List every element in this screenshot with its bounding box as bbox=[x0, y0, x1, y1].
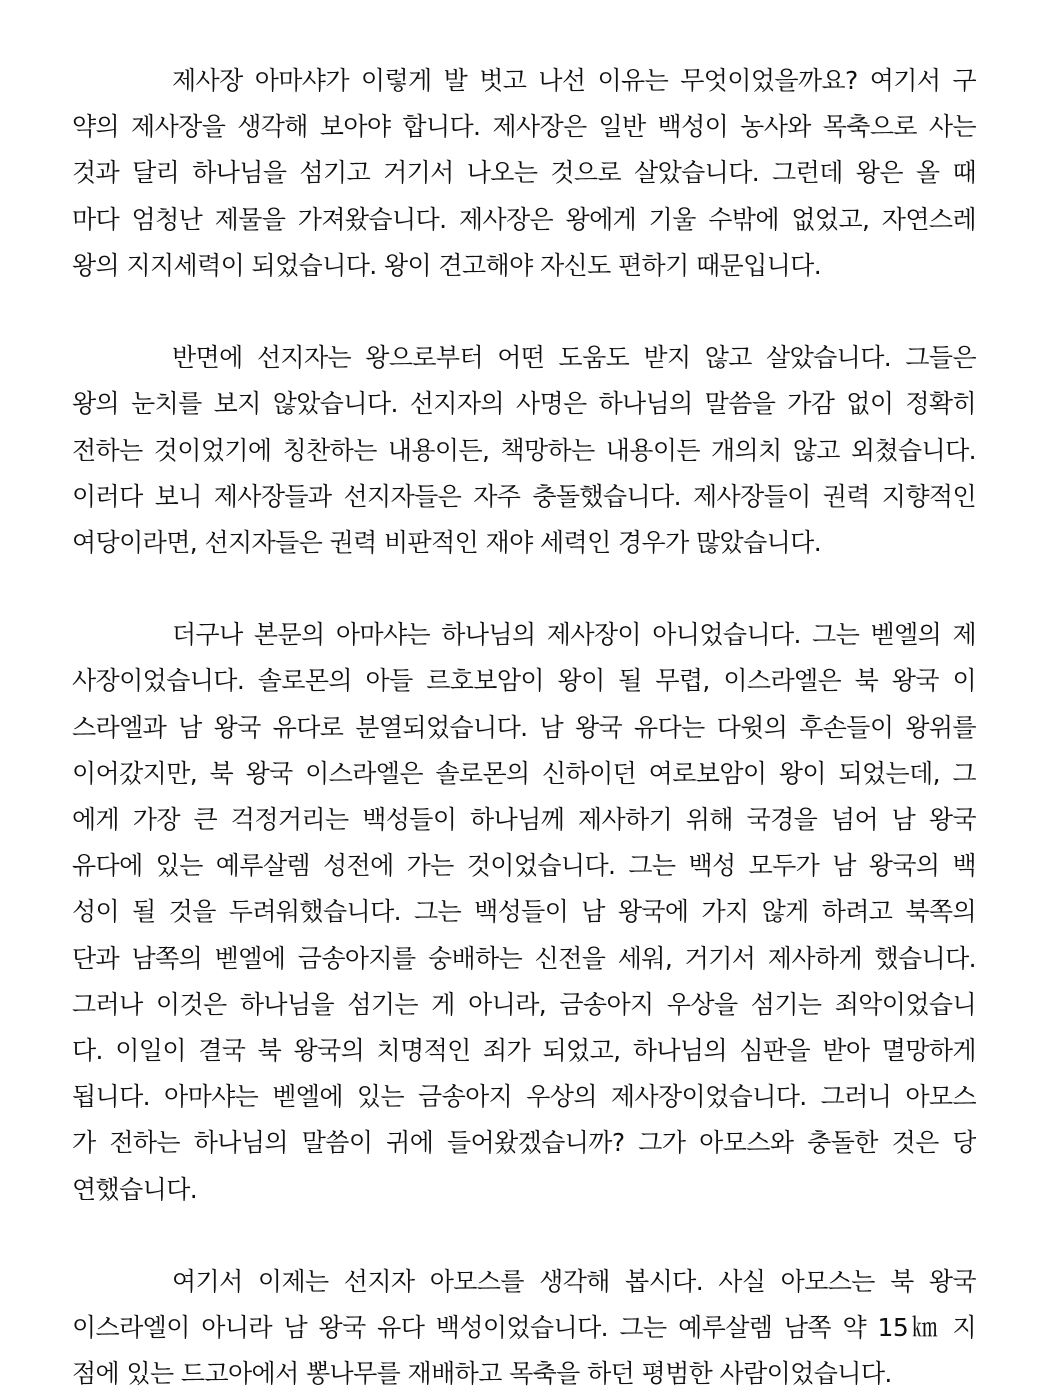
paragraph-3 bbox=[72, 612, 976, 1212]
text-line: 단과 남쪽의 벧엘에 금송아지를 숭배하는 신전을 세워, 거기서 제사하게 했습니다. bbox=[72, 943, 976, 973]
text-line: 유다에 있는 예루살렘 성전에 가는 것이었습니다. 그는 백성 모두가 남 왕국의 백 bbox=[72, 851, 976, 881]
paragraph-4 bbox=[72, 1259, 976, 1397]
text-line: 연했습니다. bbox=[72, 1174, 198, 1204]
text-line: 점에 있는 드고아에서 뽕나무를 재배하고 목축을 하던 평범한 사람이었습니다. bbox=[72, 1359, 892, 1389]
text-line: 다. 이일이 결국 북 왕국의 치명적인 죄가 되었고, 하나님의 심판을 받아 멸망하게 bbox=[72, 1035, 976, 1065]
text-line: 약의 제사장을 생각해 보아야 합니다. 제사장은 일반 백성이 농사와 목축으로 사는 bbox=[72, 112, 976, 142]
text-line: 이러다 보니 제사장들과 선지자들은 자주 충돌했습니다. 제사장들이 권력 지향적인 bbox=[72, 481, 976, 511]
document-body bbox=[72, 58, 976, 1397]
text-line: 에게 가장 큰 걱정거리는 백성들이 하나님께 제사하기 위해 국경을 넘어 남 왕국 bbox=[72, 805, 976, 834]
paragraph-1 bbox=[72, 58, 976, 289]
text-line: 왕의 지지세력이 되었습니다. 왕이 견고해야 자신도 편하기 때문입니다. bbox=[72, 250, 822, 280]
text-line: 그러나 이것은 하나님을 섬기는 게 아니라, 금송아지 우상을 섬기는 죄악이었습니 bbox=[72, 989, 976, 1019]
text-line: 마다 엄청난 제물을 가져왔습니다. 제사장은 왕에게 기울 수밖에 없었고, 자연스레 bbox=[72, 204, 976, 234]
text-line: 스라엘과 남 왕국 유다로 분열되었습니다. 남 왕국 유다는 다윗의 후손들이 왕위를 bbox=[72, 712, 976, 742]
text-line: 됩니다. 아마샤는 벧엘에 있는 금송아지 우상의 제사장이었습니다. 그러니 아모스 bbox=[72, 1082, 976, 1112]
text-line: 더구나 본문의 아마샤는 하나님의 제사장이 아니었습니다. 그는 벧엘의 제 bbox=[172, 620, 976, 650]
text-line: 여당이라면, 선지자들은 권력 비판적인 재야 세력인 경우가 많았습니다. bbox=[72, 527, 822, 557]
paragraph-gap bbox=[72, 566, 976, 612]
text-line: 이어갔지만, 북 왕국 이스라엘은 솔로몬의 신하이던 여로보암이 왕이 되었는데, 그 bbox=[72, 758, 976, 788]
paragraph-gap bbox=[72, 1213, 976, 1259]
text-line: 사장이었습니다. 솔로몬의 아들 르호보암이 왕이 될 무렵, 이스라엘은 북 왕국 이 bbox=[72, 666, 976, 696]
text-line: 여기서 이제는 선지자 아모스를 생각해 봅시다. 사실 아모스는 북 왕국 bbox=[172, 1266, 976, 1296]
text-line: 성이 될 것을 두려워했습니다. 그는 백성들이 남 왕국에 가지 않게 하려고 북쪽의 bbox=[72, 897, 976, 927]
text-line: 것과 달리 하나님을 섬기고 거기서 나오는 것으로 살았습니다. 그런데 왕은 올 때 bbox=[72, 158, 976, 188]
text-line: 반면에 선지자는 왕으로부터 어떤 도움도 받지 않고 살았습니다. 그들은 bbox=[172, 343, 976, 373]
paragraph-gap bbox=[72, 289, 976, 335]
text-line: 가 전하는 하나님의 말씀이 귀에 들어왔겠습니까? 그가 아모스와 충돌한 것은 당 bbox=[72, 1128, 976, 1158]
text-line: 전하는 것이었기에 칭찬하는 내용이든, 책망하는 내용이든 개의치 않고 외쳤습니다. bbox=[72, 435, 976, 465]
text-line: 제사장 아마샤가 이렇게 발 벗고 나선 이유는 무엇이었을까요? 여기서 구 bbox=[172, 66, 976, 95]
paragraph-2 bbox=[72, 335, 976, 566]
text-line: 왕의 눈치를 보지 않았습니다. 선지자의 사명은 하나님의 말씀을 가감 없이 정확히 bbox=[72, 389, 976, 419]
text-line: 이스라엘이 아니라 남 왕국 유다 백성이었습니다. 그는 예루살렘 남쪽 약 15㎞ 지 bbox=[72, 1313, 976, 1343]
